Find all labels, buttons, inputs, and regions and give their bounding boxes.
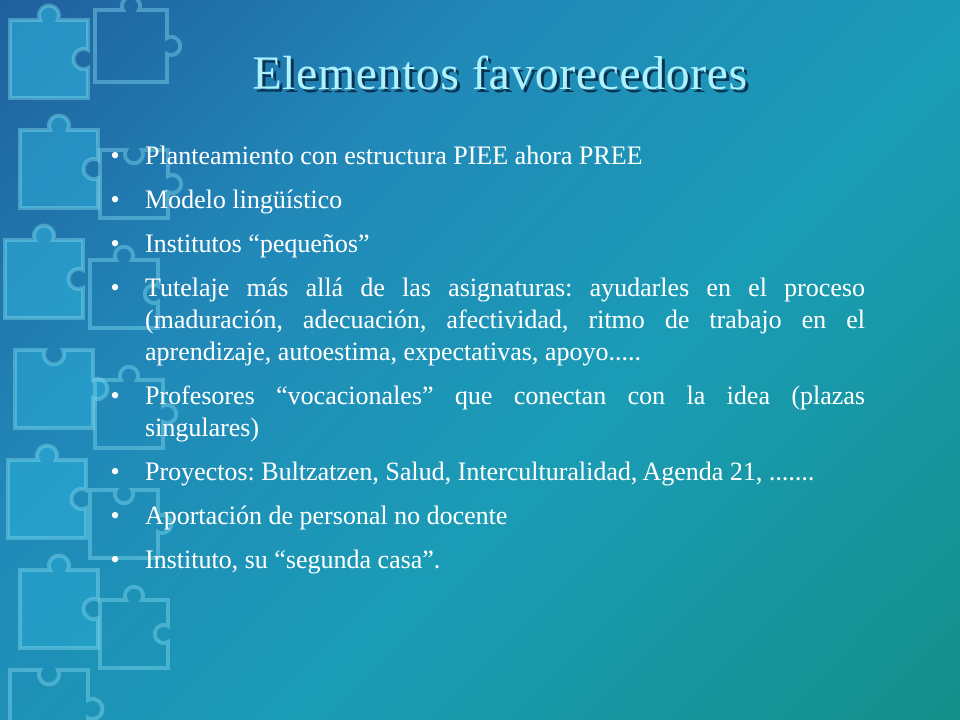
bullet-text: Institutos “pequeños” [145,229,370,258]
bullet-item [105,184,865,216]
bullet-marker: • [110,545,120,574]
bullet-item [105,456,865,488]
bullet-text: Aportación de personal no docente [145,501,508,530]
bullet-marker: • [110,141,120,170]
bullet-item [105,380,865,444]
slide-title: Elementos favorecedores [252,47,748,100]
bullet-marker: • [110,185,120,214]
bullet-text: Proyectos: Bultzatzen, Salud, Interculturalidad, Agenda 21, ....... [145,457,815,486]
bullet-item [105,544,865,576]
bullet-text: Tutelaje más allá de las asignaturas: ayudarles en el proceso (maduración, adecuación, afectividad, ritmo de trabajo en el aprendizaje, autoestima, expectativas, apoyo..... [145,273,865,366]
bullet-marker: • [110,273,120,302]
bullet-marker: • [110,501,120,530]
bullet-marker: • [110,457,120,486]
bullet-text: Modelo lingüístico [145,185,343,214]
bullet-marker: • [110,381,120,410]
bullet-marker: • [110,229,120,258]
bullet-item [105,228,865,260]
bullet-text: Instituto, su “segunda casa”. [145,545,441,574]
bullet-item [105,140,865,172]
bullet-item [105,272,865,368]
bullet-text: Profesores “vocacionales” que conectan con la idea (plazas singulares) [145,381,865,442]
bullet-list [105,140,865,588]
bullet-text: Planteamiento con estructura PIEE ahora PREE [145,141,643,170]
bullet-item [105,500,865,532]
